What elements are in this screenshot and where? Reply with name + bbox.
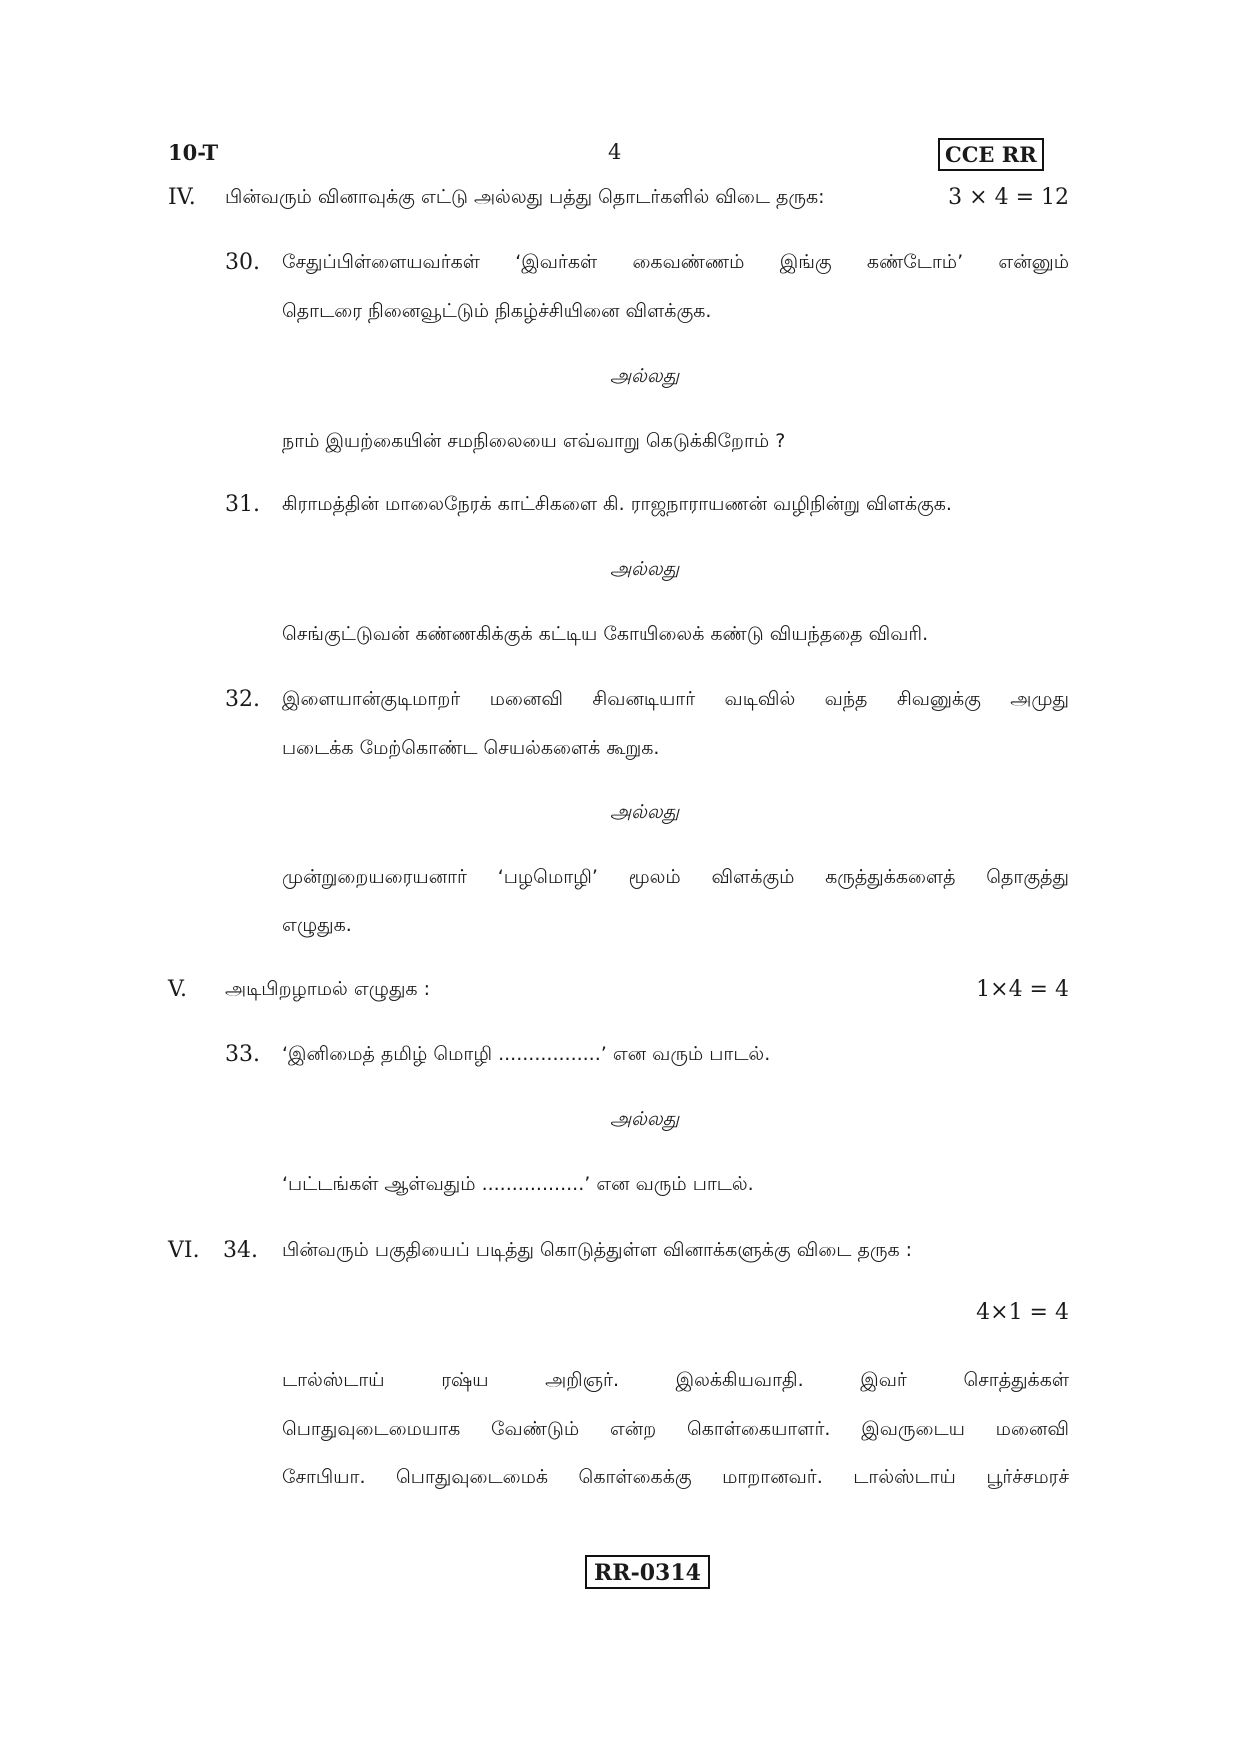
question-32-line-2: படைக்க மேற்கொண்ட செயல்களைக் கூறுக.: [282, 737, 660, 759]
section-iv-instruction: பின்வரும் வினாவுக்கு எட்டு அல்லது பத்து தொடர்களில் விடை தருக:: [225, 186, 825, 208]
section-v-marks: 1×4 = 4: [976, 977, 1069, 1002]
section-v-numeral: V.: [168, 977, 188, 1002]
section-iv-marks: 3 × 4 = 12: [948, 185, 1069, 210]
section-iv-numeral: IV.: [168, 185, 196, 210]
question-31-alternative: செங்குட்டுவன் கண்ணகிக்குக் கட்டிய கோயிலைக் கண்டு வியந்ததை விவரி.: [282, 623, 929, 645]
question-32-line-1: இளையான்குடிமாறர் மனைவி சிவனடியார் வடிவில் வந்த சிவனுக்கு அமுது: [282, 688, 1069, 710]
question-31-line-1: கிராமத்தின் மாலைநேரக் காட்சிகளை கி. ராஜநாராயணன் வழிநின்று விளக்குக.: [282, 493, 952, 515]
page-number: 4: [608, 140, 622, 164]
question-33-line-1: ‘இனிமைத் தமிழ் மொழி .................’ என வரும் பாடல்.: [282, 1043, 771, 1065]
passage-line-1: டால்ஸ்டாய் ரஷ்ய அறிஞர். இலக்கியவாதி. இவர் சொத்துக்கள்: [282, 1369, 1069, 1391]
question-33-alternative: ‘பட்டங்கள் ஆள்வதும் .................’ என வரும் பாடல்.: [282, 1173, 754, 1195]
question-32-or: அல்லது: [610, 801, 680, 823]
question-33-number: 33.: [225, 1042, 260, 1067]
paper-code: 10-T: [168, 140, 219, 165]
question-30-or: அல்லது: [610, 365, 680, 387]
question-30-alternative: நாம் இயற்கையின் சமநிலையை எவ்வாறு கெடுக்கிறோம் ?: [282, 430, 786, 452]
question-32-number: 32.: [225, 687, 260, 712]
question-32-alternative-line-2: எழுதுக.: [282, 914, 352, 936]
footer-code: RR-0314: [585, 1555, 710, 1589]
question-30-line-2: தொடரை நினைவூட்டும் நிகழ்ச்சியினை விளக்குக.: [282, 300, 712, 322]
question-32-alternative-line-1: முன்றுறையரையனார் ‘பழமொழி’ மூலம் விளக்கும் கருத்துக்களைத் தொகுத்து: [282, 866, 1069, 888]
question-31-number: 31.: [225, 492, 260, 517]
question-31-or: அல்லது: [610, 558, 680, 580]
question-30-line-1: சேதுப்பிள்ளையவர்கள் ‘இவர்கள் கைவண்ணம் இங்கு கண்டோம்’ என்னும்: [282, 251, 1069, 273]
question-34-number: 34.: [223, 1238, 258, 1263]
passage-line-2: பொதுவுடைமையாக வேண்டும் என்ற கொள்கையாளர். இவருடைய மனைவி: [282, 1418, 1069, 1440]
question-30-number: 30.: [225, 250, 260, 275]
cce-badge: CCE RR: [938, 138, 1044, 171]
passage-line-3: சோபியா. பொதுவுடைமைக் கொள்கைக்கு மாறானவர். டால்ஸ்டாய் பூர்ச்சமரச்: [282, 1466, 1069, 1488]
question-34-instruction: பின்வரும் பகுதியைப் படித்து கொடுத்துள்ள வினாக்களுக்கு விடை தருக :: [282, 1239, 913, 1261]
question-34-marks: 4×1 = 4: [976, 1300, 1069, 1325]
section-vi-numeral: VI.: [168, 1238, 200, 1263]
question-33-or: அல்லது: [610, 1108, 680, 1130]
section-v-instruction: அடிபிறழாமல் எழுதுக :: [225, 978, 431, 1000]
